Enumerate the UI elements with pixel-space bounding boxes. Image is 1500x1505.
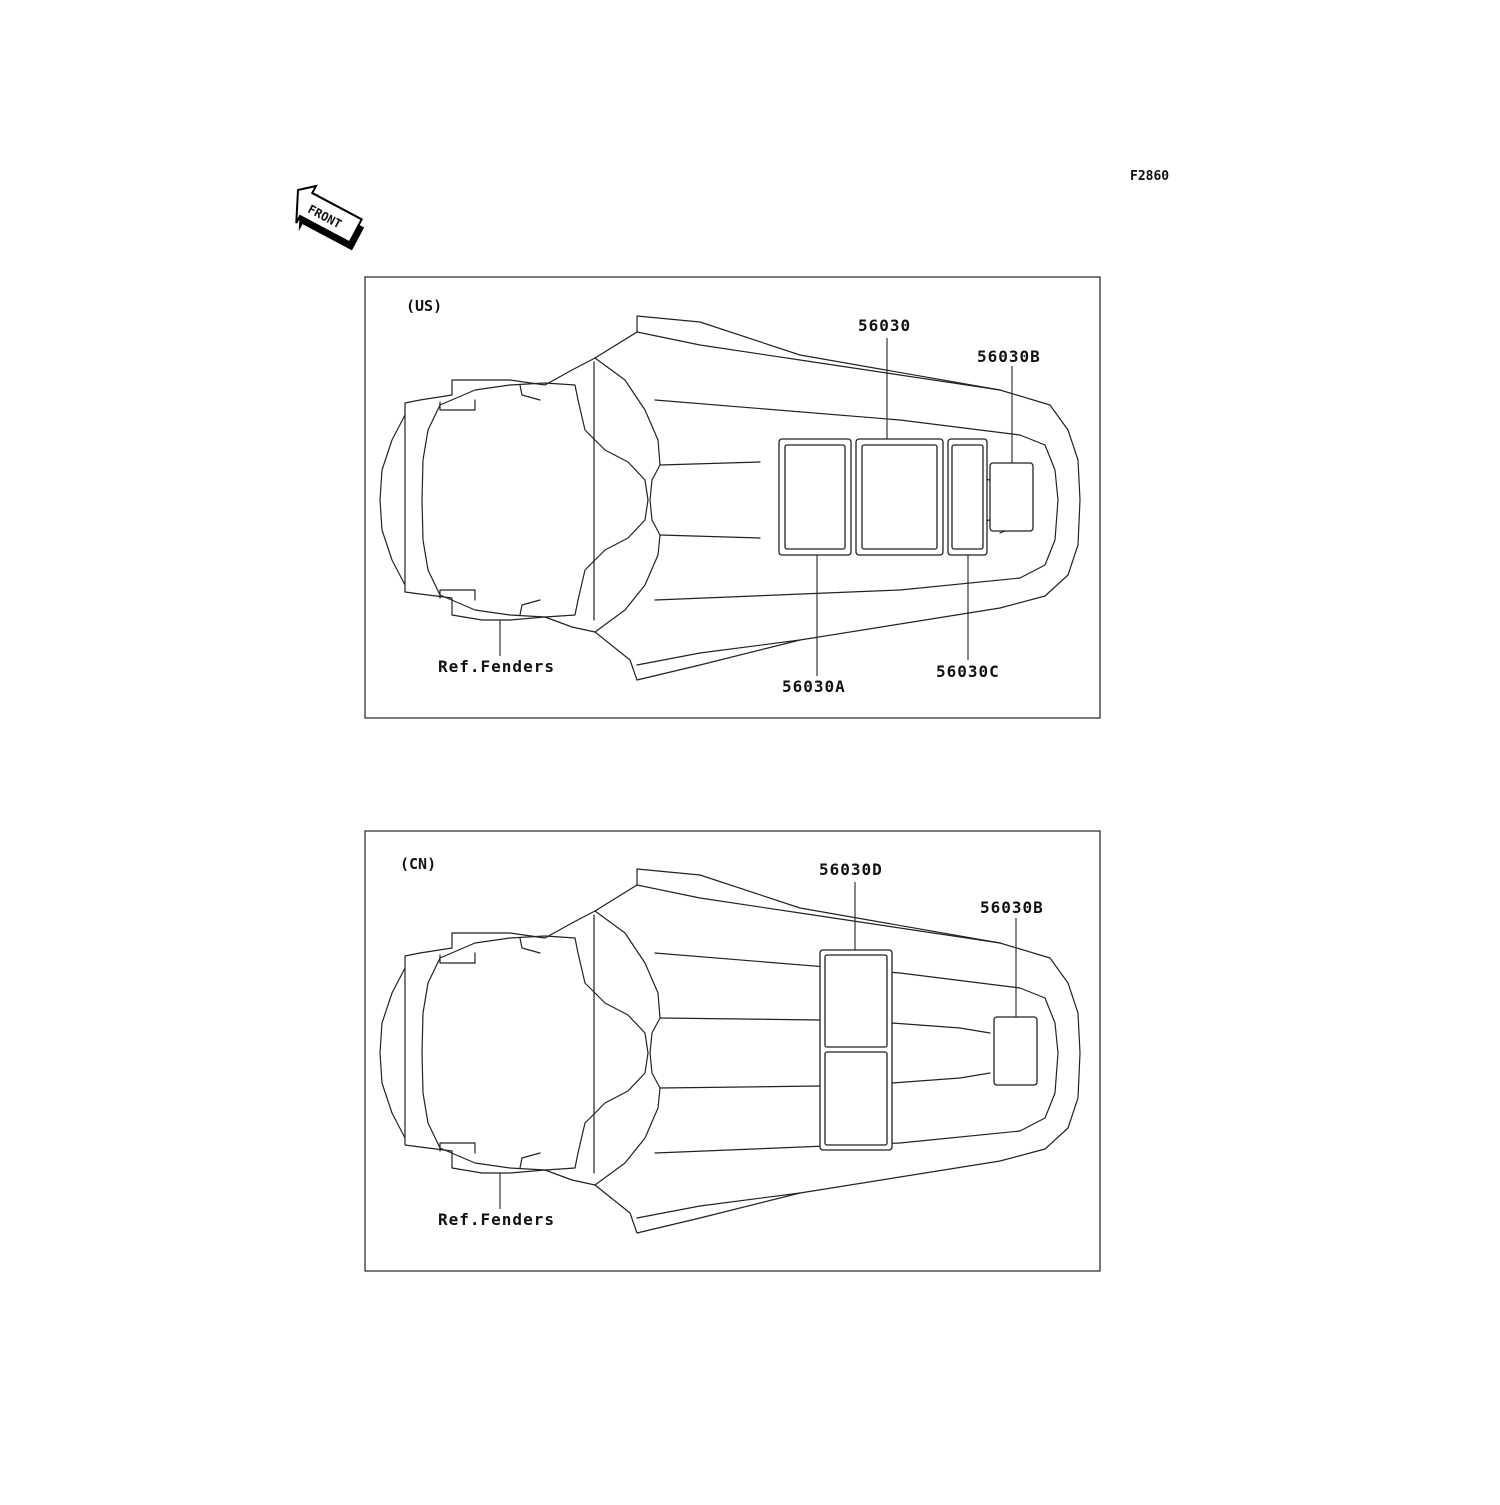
front-arrow-icon xyxy=(281,179,371,257)
figure-code: F2860 xyxy=(1130,169,1170,184)
decal-56030d-upper xyxy=(825,955,887,1047)
callout-56030a: 56030A xyxy=(782,677,846,696)
decal-56030c-inner xyxy=(952,445,983,549)
callout-56030b: 56030B xyxy=(980,898,1044,917)
decal-56030d-lower xyxy=(825,1052,887,1145)
ref-fenders-label: Ref.Fenders xyxy=(438,1210,555,1229)
decal-56030a-inner xyxy=(785,445,845,549)
decal-56030b xyxy=(994,1017,1037,1085)
seat-outline xyxy=(380,869,1080,1233)
region-label: (CN) xyxy=(400,855,437,873)
callout-56030b: 56030B xyxy=(977,347,1041,366)
front-badge-label: FRONT xyxy=(305,201,344,232)
callout-56030d: 56030D xyxy=(819,860,883,879)
ref-fenders-label: Ref.Fenders xyxy=(438,657,555,676)
panel-cn xyxy=(365,831,1100,1271)
callout-56030: 56030 xyxy=(858,316,912,335)
decal-group xyxy=(779,439,1033,555)
callout-56030c: 56030C xyxy=(936,662,1000,681)
decal-56030b xyxy=(990,463,1033,531)
decal-56030-inner xyxy=(862,445,937,549)
leader-lines xyxy=(500,882,1016,1209)
region-label: (US) xyxy=(406,297,443,315)
decal-group xyxy=(820,950,1037,1150)
panel-frame xyxy=(365,831,1100,1271)
panel-us xyxy=(365,277,1100,718)
